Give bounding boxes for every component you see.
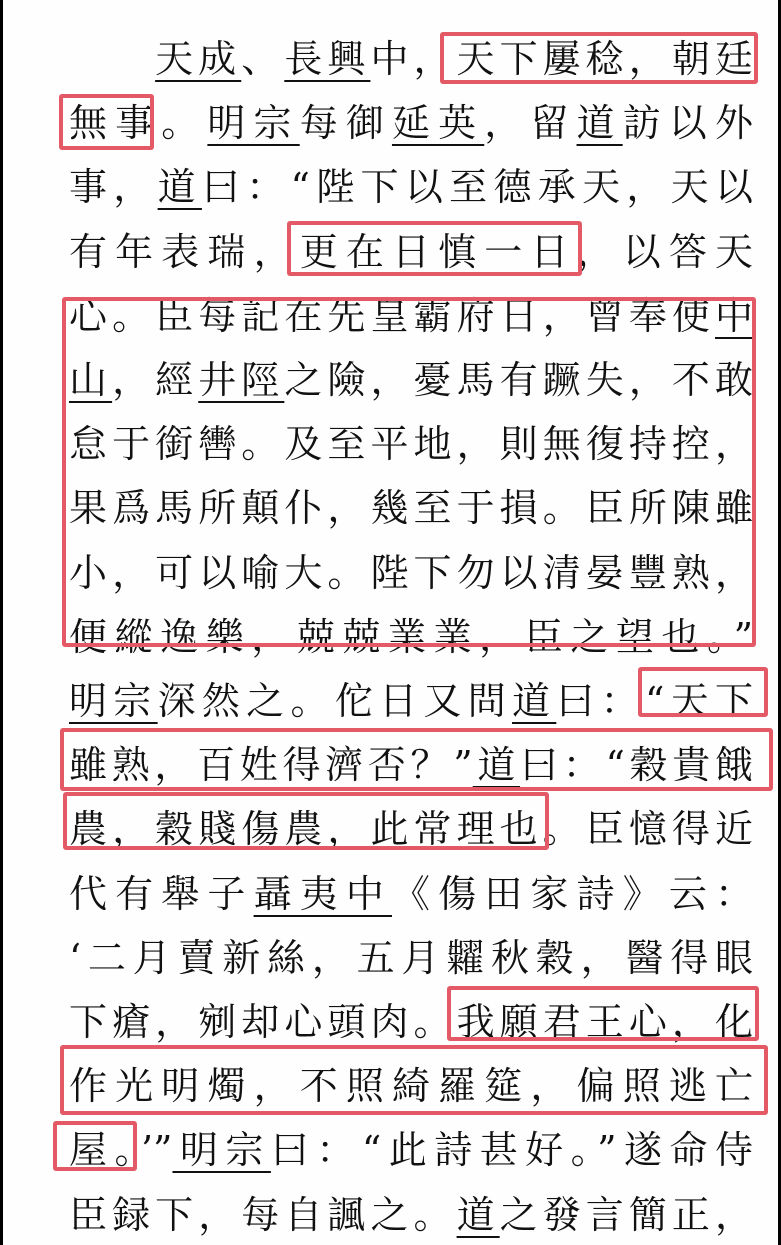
text-run: 心。臣每記在先皇霸府日，曾奉使 — [69, 293, 715, 338]
text-run: 曰：“穀貴餓 — [520, 743, 753, 788]
text-line — [69, 989, 753, 1055]
proper-noun-underlined: 道 — [472, 743, 521, 788]
text-run: 怠于銜轡。及至平地，則無復持控， — [69, 422, 753, 467]
text-run: ，留 — [484, 101, 577, 146]
text-line — [69, 796, 753, 862]
proper-noun-underlined: 明宗 — [207, 101, 300, 146]
text-line — [69, 154, 753, 220]
text-line — [69, 732, 753, 798]
text-run: ，經 — [112, 358, 199, 402]
text-run: 作光明燭，不照綺羅筵，偏照逃亡 — [69, 1064, 753, 1109]
text-run: 曰：“天下 — [556, 679, 753, 723]
text-run: 屋。’” — [69, 1128, 173, 1173]
text-line — [69, 925, 753, 991]
proper-noun-underlined: 道 — [512, 679, 557, 723]
text-line — [69, 283, 753, 349]
text-run: 有年表瑞，更在日慎一日，以答天 — [69, 229, 753, 274]
text-run: 之險，憂馬有蹶失，不敢 — [284, 358, 753, 402]
text-run: 代有舉子 — [69, 871, 254, 916]
proper-noun-underlined: 明宗 — [172, 1128, 271, 1173]
text-run: 《傷田家詩》云： — [391, 871, 753, 916]
text-line — [69, 861, 753, 927]
text-run: 臣録下，每自諷之。 — [69, 1192, 457, 1237]
proper-noun-underlined: 井陘 — [198, 358, 285, 402]
proper-noun-underlined: 長興 — [284, 37, 371, 81]
proper-noun-underlined: 聶夷中 — [253, 871, 392, 916]
text-run: ‘二月賣新絲，五月糶秋穀，醫得眼 — [69, 935, 753, 980]
proper-noun-underlined: 明宗 — [69, 679, 158, 723]
text-run: 事， — [69, 165, 158, 210]
text-line — [69, 540, 753, 606]
proper-noun-underlined: 道 — [576, 101, 623, 146]
proper-noun-underlined: 延英 — [391, 101, 485, 146]
text-run: 曰：“此詩甚好。”遂命侍 — [270, 1128, 753, 1173]
proper-noun-underlined: 天成 — [155, 37, 242, 81]
text-run: 便縱逸樂，兢兢業業，臣之望也。” — [69, 614, 753, 659]
text-run — [69, 37, 155, 81]
proper-noun-underlined: 道 — [157, 165, 202, 210]
text-run: 訪以外 — [622, 101, 753, 146]
text-run: 下瘡，剜却心頭肉。我願君王心，化 — [69, 1000, 753, 1044]
text-line — [69, 1053, 753, 1119]
text-run: 中，天下屢稔，朝廷 — [370, 37, 753, 81]
text-run: 曰：“陛下以至德承天，天以 — [201, 165, 753, 210]
text-line — [69, 347, 753, 413]
text-run: 雖熟，百姓得濟否？” — [69, 743, 473, 788]
proper-noun-underlined: 山 — [69, 358, 113, 402]
text-line — [69, 90, 753, 156]
text-run: 深然之。佗日又問 — [157, 679, 513, 723]
text-line — [69, 411, 753, 477]
text-line — [69, 26, 753, 92]
text-run: 之發言簡正， — [499, 1192, 753, 1237]
text-run: 果爲馬所顛仆，幾至于損。臣所陳雖 — [69, 486, 753, 531]
proper-noun-underlined: 中 — [714, 293, 753, 338]
text-run: 農，穀賤傷農，此常理也。臣憶得近 — [69, 807, 753, 852]
text-line — [69, 219, 753, 285]
text-line — [69, 604, 753, 670]
text-run: 、 — [241, 37, 285, 81]
text-line — [69, 1182, 753, 1245]
text-run: 無事。 — [69, 101, 208, 146]
text-line — [69, 475, 753, 541]
text-line — [69, 668, 753, 734]
text-run: 每御 — [299, 101, 392, 146]
text-line — [69, 1117, 753, 1183]
proper-noun-underlined: 道 — [456, 1192, 500, 1237]
text-run: 小，可以喻大。陛下勿以清晏豐熟， — [69, 550, 753, 595]
